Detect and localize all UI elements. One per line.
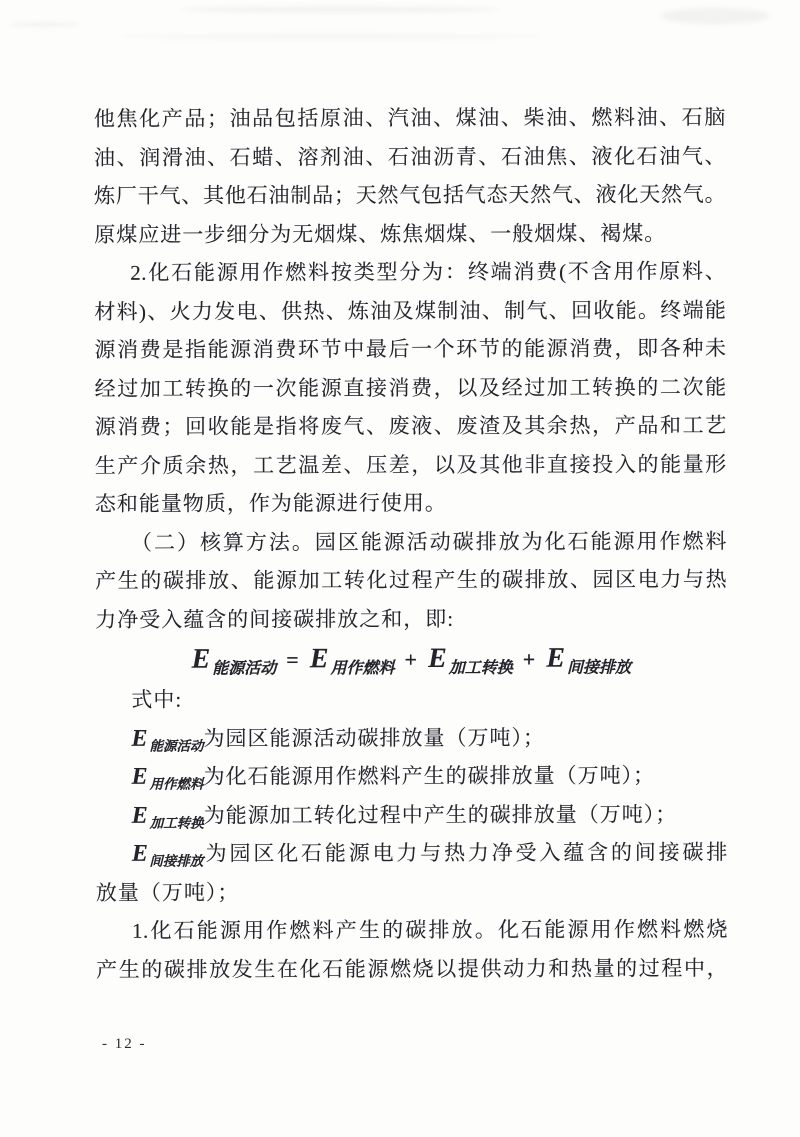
formula-variable: $E_{间接排放}$ <box>546 642 632 677</box>
text-line: 材料)、火力发电、供热、炼油及煤制油、制气、回收能。终端能 <box>94 297 727 324</box>
scan-artifact <box>660 8 770 24</box>
text-line: （二）核算方法。园区能源活动碳排放为化石能源用作燃料 <box>130 528 728 555</box>
text-line: $E_{间接排放}$为园区化石能源电力与热力净受入蕴含的间接碳排 <box>96 833 728 873</box>
text-line: 2.化石能源用作燃料按类型分为：终端消费(不含用作原料、 <box>130 259 727 285</box>
text-line: 炼厂干气、其他石油制品；天然气包括气态天然气、液化天然气。 <box>94 182 727 208</box>
text-line: 原煤应进一步细分为无烟煤、炼焦烟煤、一般烟煤、褐煤。 <box>94 220 667 247</box>
text-line: 1.化石能源用作燃料产生的碳排放。化石能源用作燃料燃烧 <box>131 917 729 943</box>
text-line: 产生的碳排放发生在化石能源燃烧以提供动力和热量的过程中， <box>96 955 729 982</box>
text-line: $E_{加工转换}$为能源加工转化过程中产生的碳排放量（万吨）； <box>96 795 728 835</box>
text-line: 态和能量物质，作为能源进行使用。 <box>94 490 447 516</box>
scan-artifact <box>180 6 500 13</box>
formula-operator: + <box>522 646 537 672</box>
text-line: 他焦化产品；油品包括原油、汽油、煤油、柴油、燃料油、石脑 <box>93 105 726 131</box>
text-body <box>94 98 728 989</box>
text-line: 产生的碳排放、能源加工转化过程产生的碳排放、园区电力与热 <box>95 567 728 593</box>
scan-artifact <box>10 22 80 27</box>
text-line: 源消费；回收能是指将废气、废液、废渣及其余热，产品和工艺 <box>94 413 727 439</box>
formula-variable: $E_{用作燃料}$ <box>309 643 395 678</box>
formula-line <box>95 637 727 681</box>
formula-variable: $E_{用作燃料}$ <box>131 763 204 792</box>
text-line: 经过加工转换的一次能源直接消费，以及经过加工转换的二次能 <box>94 374 727 401</box>
text-line: 油、润滑油、石蜡、溶剂油、石油沥青、石油焦、液化石油气、 <box>93 143 727 170</box>
text-line: 力净受入蕴含的间接碳排放之和，即: <box>95 606 455 632</box>
formula-variable: $E_{能源活动}$ <box>191 643 277 678</box>
scan-artifact <box>120 34 540 39</box>
text-line: $E_{能源活动}$为园区能源活动碳排放量（万吨）； <box>95 718 727 758</box>
formula-variable: $E_{加工转换}$ <box>428 642 513 677</box>
text-line: $E_{用作燃料}$为化石能源用作燃料产生的碳排放量（万吨）； <box>96 756 728 796</box>
formula-operator: = <box>286 647 300 673</box>
text-line: 源消费是指能源消费环节中最后一个环节的能源消费，即各种未 <box>94 336 727 362</box>
formula-operator: + <box>404 646 419 673</box>
text-line: 式中: <box>131 687 183 712</box>
formula-variable: $E_{加工转换}$ <box>131 802 204 831</box>
text-line: 放量（万吨）； <box>95 879 240 905</box>
formula-variable: $E_{能源活动}$ <box>131 725 204 754</box>
text-line: 生产介质余热，工艺温差、压差，以及其他非直接投入的能量形 <box>94 451 727 478</box>
formula-variable: $E_{间接排放}$ <box>131 840 204 869</box>
page-number: - 12 - <box>102 1036 147 1052</box>
